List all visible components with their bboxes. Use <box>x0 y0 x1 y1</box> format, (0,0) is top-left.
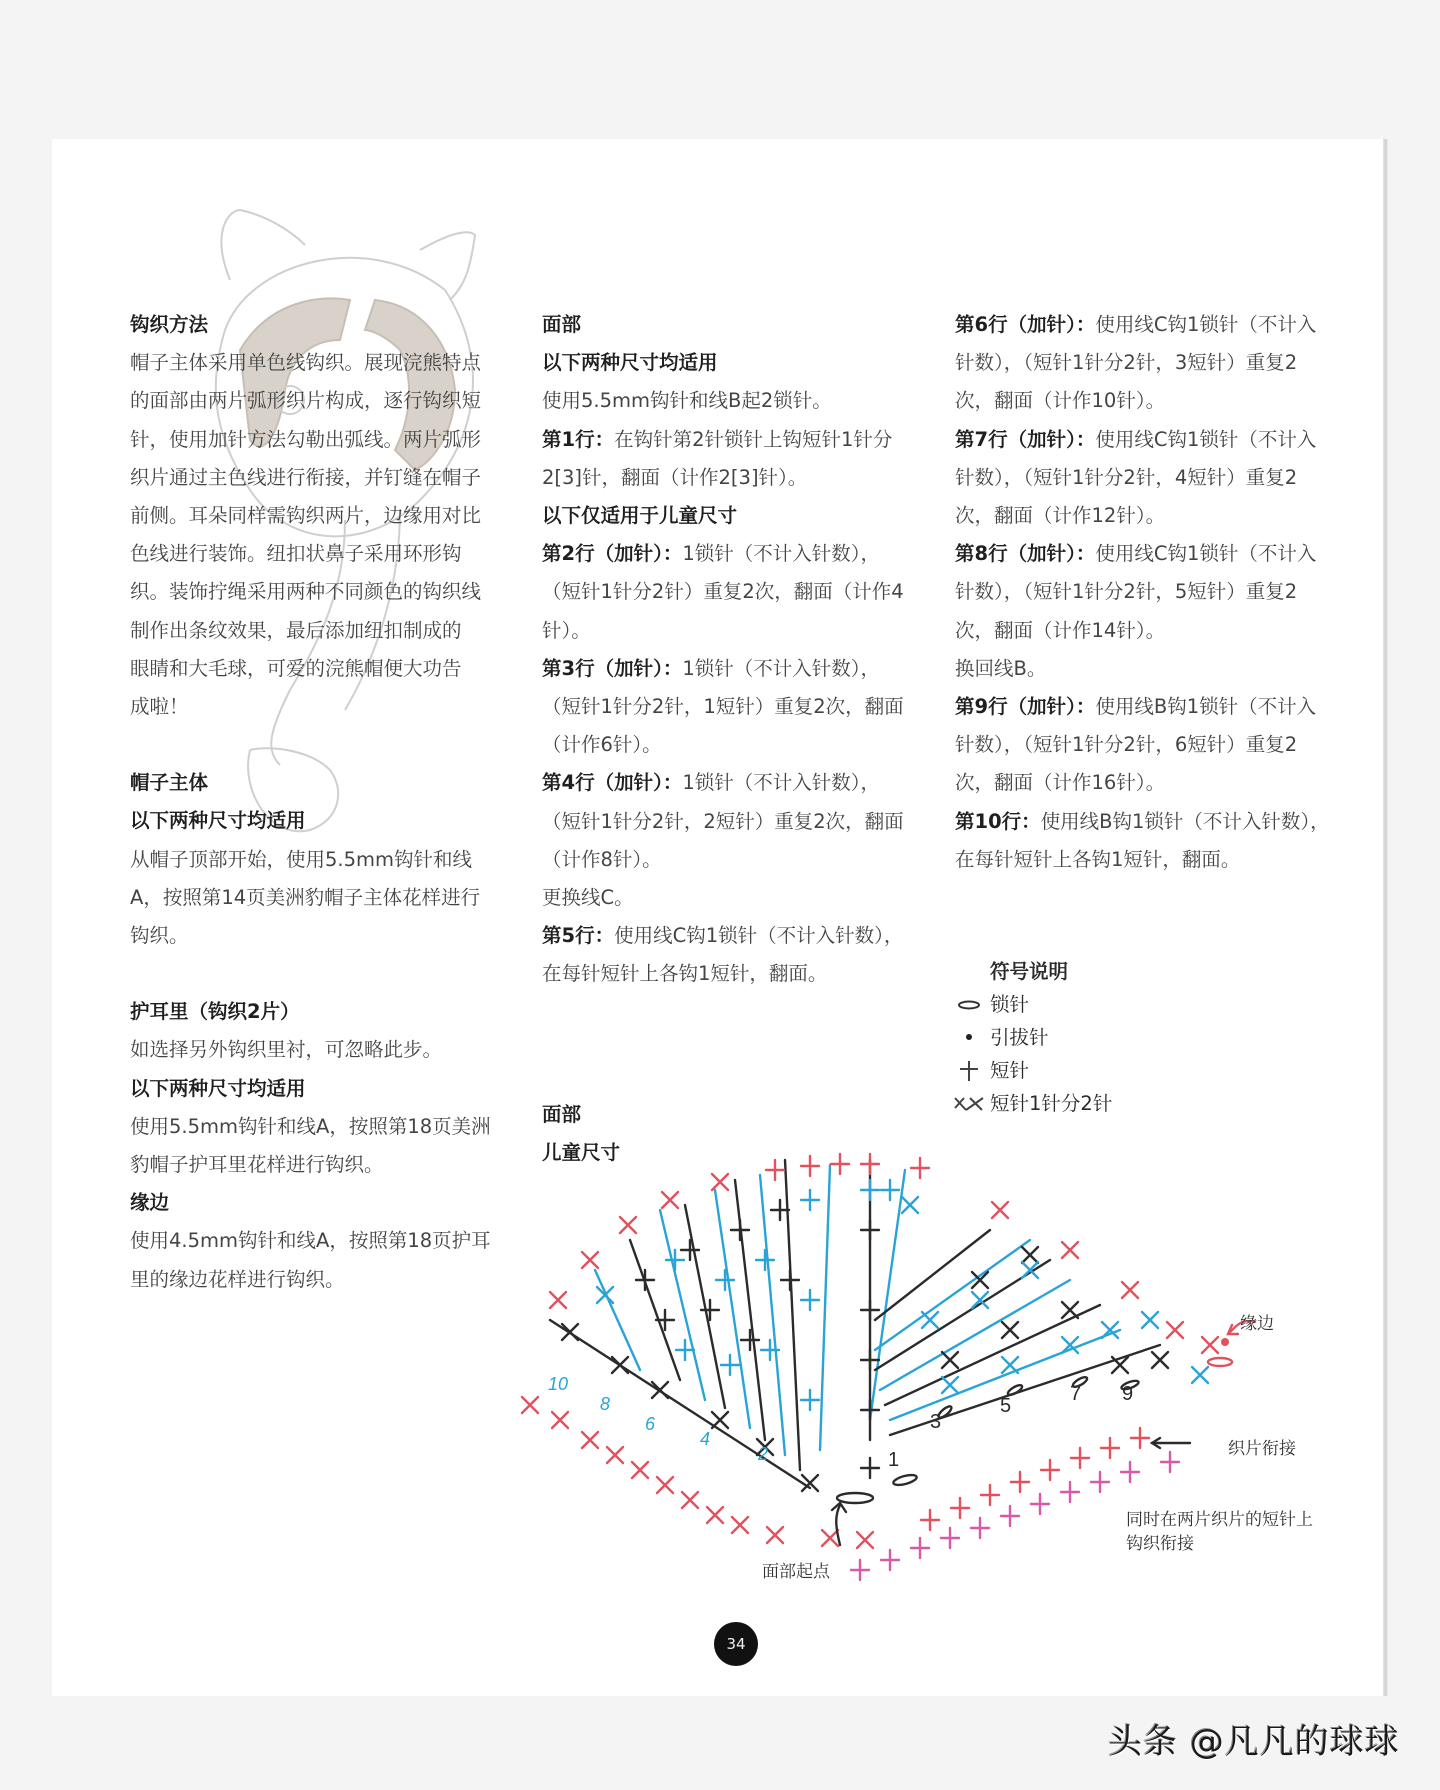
diagram-subtitle: 儿童尺寸 <box>542 1141 621 1164</box>
row-2: 第2行（加针）：1锁针（不计入针数）， <box>542 542 880 566</box>
row-2-cont: 针）。 <box>542 618 591 642</box>
row-9: 第9行（加针）：使用线B钩1锁针（不计入 <box>955 695 1317 719</box>
row-4-cont: （计作8针）。 <box>542 847 662 871</box>
row-6-cont: 次，翻面（计作10针）。 <box>955 389 1166 413</box>
row-5: 第5行：使用线C钩1锁针（不计入针数）， <box>542 924 904 948</box>
start-instruction: 使用5.5mm钩针和线B起2锁针。 <box>542 389 832 413</box>
svg-text:6: 6 <box>645 1414 656 1434</box>
heading-face: 面部 <box>542 313 582 336</box>
row-8-cont: 次，翻面（计作14针）。 <box>955 618 1166 642</box>
change-yarn-b: 换回线B。 <box>955 656 1047 680</box>
chain-stitch-icon <box>948 988 990 1021</box>
body-line: A，按照第14页美洲豹帽子主体花样进行 <box>130 885 481 909</box>
body-line: 从帽子顶部开始，使用5.5mm钩针和线 <box>130 847 473 871</box>
method-line: 前侧。耳朵同样需钩织两片，边缘用对比 <box>130 504 482 528</box>
diagram-title: 面部 <box>542 1103 582 1126</box>
row-7: 第7行（加针）：使用线C钩1锁针（不计入 <box>955 427 1317 451</box>
row-9-cont: 针数），（短针1针分2针，6短针）重复2 <box>955 733 1298 757</box>
row-9-cont: 次，翻面（计作16针）。 <box>955 771 1166 795</box>
ear-note: 如选择另外钩织里衬，可忽略此步。 <box>130 1038 443 1062</box>
row-1-cont: 2[3]针，翻面（计作2[3]针）。 <box>542 465 808 489</box>
row-4-cont: （短针1针分2针，2短针）重复2次，翻面 <box>542 809 904 833</box>
method-line: 的面部由两片弧形织片构成，逐行钩织短 <box>130 389 482 413</box>
method-line: 织片通过主色线进行衔接，并钉缝在帽子 <box>130 465 482 489</box>
row-8: 第8行（加针）：使用线C钩1锁针（不计入 <box>955 542 1317 566</box>
svg-text:10: 10 <box>548 1374 569 1394</box>
annotation-join-note: 同时在两片织片的短针上 钩织衔接 <box>1126 1510 1313 1554</box>
row-3-cont: （短针1针分2针，1短针）重复2次，翻面 <box>542 695 904 719</box>
svg-text:4: 4 <box>700 1429 711 1449</box>
increase-icon <box>948 1087 990 1120</box>
ear-line: 豹帽子护耳里花样进行钩织。 <box>130 1153 384 1177</box>
page-spine <box>1383 139 1388 1696</box>
column-left <box>130 306 522 1299</box>
row-6: 第6行（加针）：使用线C钩1锁针（不计入 <box>955 313 1317 336</box>
svg-text:8: 8 <box>600 1394 611 1414</box>
row-3: 第3行（加针）：1锁针（不计入针数）， <box>542 656 880 680</box>
subheading-both-sizes: 以下两种尺寸均适用 <box>130 1076 306 1100</box>
change-yarn-c: 更换线C。 <box>542 886 634 910</box>
row-10-cont: 在每针短针上各钩1短针，翻面。 <box>955 847 1241 871</box>
ear-line: 使用5.5mm钩针和线A，按照第18页美洲 <box>130 1114 491 1138</box>
method-line: 眼睛和大毛球，可爱的浣熊帽便大功告 <box>130 656 462 680</box>
method-line: 针，使用加针方法勾勒出弧线。两片弧形 <box>130 427 482 451</box>
annotation-joining: 织片衔接 <box>1228 1439 1296 1459</box>
row-6-cont: 针数），（短针1针分2针，3短针）重复2 <box>955 351 1298 375</box>
row-2-cont: （短针1针分2针）重复2次，翻面（计作4 <box>542 580 904 604</box>
body-line: 钩织。 <box>130 924 189 948</box>
method-line: 织。装饰拧绳采用两种不同颜色的钩织线 <box>130 580 482 604</box>
edge-line: 使用4.5mm钩针和线A，按照第18页护耳 <box>130 1229 491 1253</box>
column-middle <box>542 306 937 994</box>
svg-text:5: 5 <box>1000 1395 1012 1417</box>
method-line: 制作出条纹效果，最后添加纽扣制成的 <box>130 618 462 642</box>
svg-text:7: 7 <box>1070 1383 1082 1405</box>
watermark: 头条 @凡凡的球球 <box>1108 1722 1400 1762</box>
page-number-badge: 34 <box>714 1622 758 1666</box>
subheading-child-only: 以下仅适用于儿童尺寸 <box>542 504 738 528</box>
subheading-both-sizes: 以下两种尺寸均适用 <box>542 351 718 375</box>
subheading-both-sizes: 以下两种尺寸均适用 <box>130 809 306 833</box>
slip-stitch-icon <box>948 1021 990 1054</box>
method-line: 帽子主体采用单色线钩织。展现浣熊特点 <box>130 351 482 375</box>
svg-text:2: 2 <box>758 1444 769 1464</box>
heading-ear-lining: 护耳里（钩织2片） <box>130 1000 300 1024</box>
row-8-cont: 针数），（短针1针分2针，5短针）重复2 <box>955 580 1298 604</box>
row-4: 第4行（加针）：1锁针（不计入针数）， <box>542 771 880 795</box>
svg-text:3: 3 <box>930 1411 942 1433</box>
legend-item: 短针1针分2针 <box>948 1087 1112 1120</box>
heading-crochet-method: 钩织方法 <box>130 313 209 336</box>
row-7-cont: 针数），（短针1针分2针，4短针）重复2 <box>955 465 1298 489</box>
symbol-legend <box>948 955 1112 1120</box>
heading-edging: 缘边 <box>130 1191 170 1215</box>
row-1: 第1行：在钩针第2针锁针上钩短针1针分 <box>542 427 893 451</box>
annotation-start-point: 面部起点 <box>762 1562 830 1582</box>
row-10: 第10行：使用线B钩1锁针（不计入针数）， <box>955 809 1330 833</box>
svg-text:1: 1 <box>888 1449 900 1471</box>
legend-title: 符号说明 <box>990 960 1069 983</box>
row-7-cont: 次，翻面（计作12针）。 <box>955 504 1166 528</box>
svg-text:9: 9 <box>1122 1383 1134 1405</box>
method-line: 色线进行装饰。纽扣状鼻子采用环形钩 <box>130 542 462 566</box>
legend-item: 锁针 <box>948 988 1112 1021</box>
single-crochet-icon <box>948 1054 990 1087</box>
heading-hat-body: 帽子主体 <box>130 771 209 795</box>
edge-line: 里的缘边花样进行钩织。 <box>130 1267 345 1291</box>
method-line: 成啦！ <box>130 695 189 719</box>
column-right <box>955 306 1350 879</box>
legend-item: 短针 <box>948 1054 1112 1087</box>
annotation-edging: 缘边 <box>1240 1314 1274 1334</box>
legend-item: 引拔针 <box>948 1021 1112 1054</box>
row-3-cont: （计作6针）。 <box>542 733 662 757</box>
row-5-cont: 在每针短针上各钩1短针，翻面。 <box>542 962 828 986</box>
